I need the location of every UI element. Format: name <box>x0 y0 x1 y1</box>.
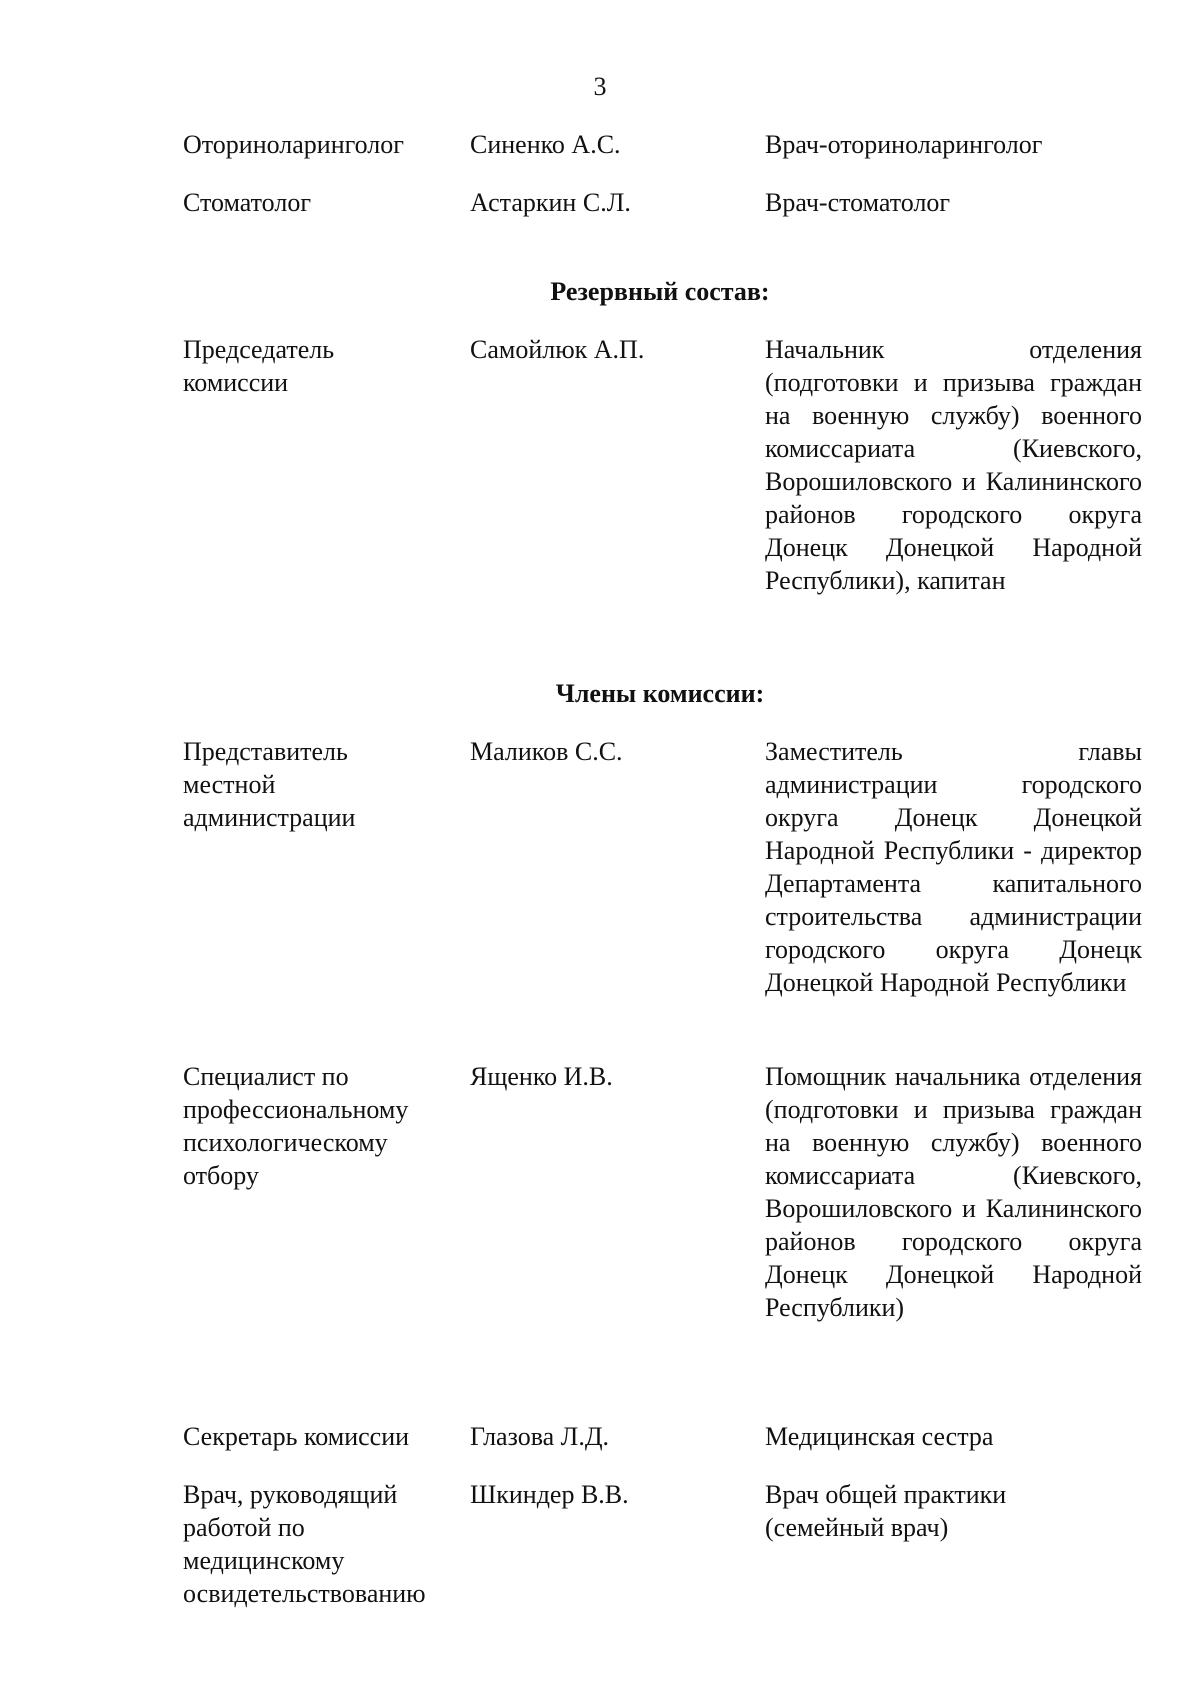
name-cell: Ященко И.В. <box>470 1062 613 1091</box>
role-cell: Оториноларинголог <box>183 130 404 159</box>
role-cell: Врач, руководящий работой по медицинскому освидетельствованию <box>183 1480 426 1608</box>
reserve-heading: Резервный состав: <box>550 277 770 306</box>
members-heading: Члены комиссии: <box>555 679 765 708</box>
role-cell: Представитель местной администрации <box>183 737 356 832</box>
role-cell: Специалист по профессиональному психологическому отбору <box>183 1062 409 1190</box>
name-cell: Маликов С.С. <box>470 737 623 766</box>
position-cell: Врач-стоматолог <box>765 188 951 217</box>
role-cell: Председатель комиссии <box>183 335 335 397</box>
position-cell: Заместитель главы администрации городского округа Донецк Донецкой Народной Республики - директор Департамента капитального строительства администрации городского округа Донецк Донецкой Народной Республики <box>765 737 1142 997</box>
role-cell: Секретарь комиссии <box>183 1422 410 1451</box>
position-cell: Помощник начальника отделения (подготовки и призыва граждан на военную службу) военного комиссариата (Киевского, Ворошиловского и Калининского районов городского округа Донецк Донецкой Народной Республики) <box>765 1062 1142 1322</box>
position-cell: Врач общей практики (семейный врач) <box>765 1480 1007 1542</box>
position-cell: Врач-оториноларинголог <box>765 130 1043 159</box>
name-cell: Самойлюк А.П. <box>470 335 645 364</box>
name-cell: Астаркин С.Л. <box>470 188 631 217</box>
page-number: 3 <box>593 72 607 101</box>
position-cell: Начальник отделения (подготовки и призыва граждан на военную службу) военного комиссариата (Киевского, Ворошиловского и Калининского районов городского округа Донецк Донецкой Народной Республики), капитан <box>765 335 1142 595</box>
role-cell: Стоматолог <box>183 188 311 217</box>
name-cell: Глазова Л.Д. <box>470 1422 610 1451</box>
name-cell: Синенко А.С. <box>470 130 621 159</box>
name-cell: Шкиндер В.В. <box>470 1480 629 1509</box>
position-cell: Медицинская сестра <box>765 1422 994 1451</box>
